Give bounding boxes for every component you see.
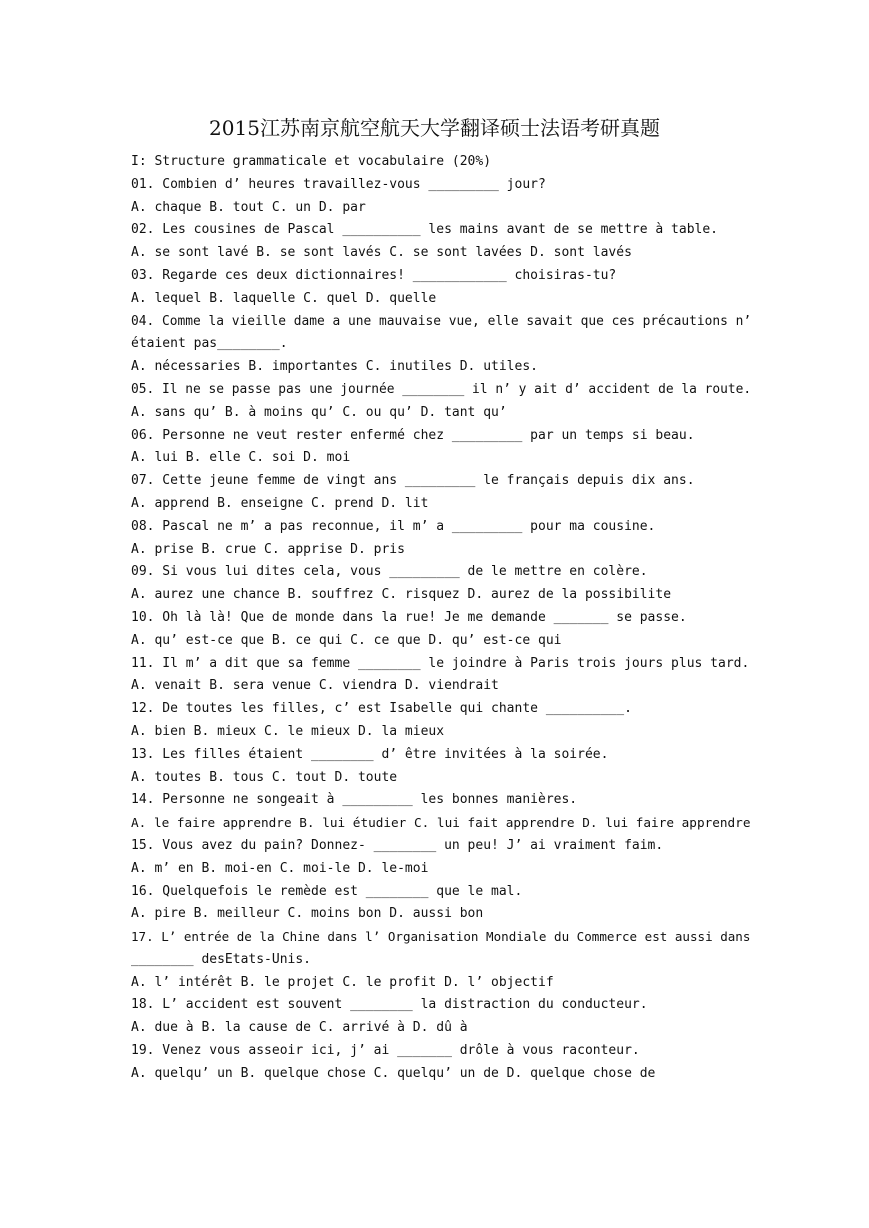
question-text: 12. De toutes les filles, c’ est Isabelle qui chante __________. [131, 701, 632, 717]
question-options: A. se sont lavé B. se sont lavés C. se sont lavées D. sont lavés [131, 245, 632, 261]
question-options: A. le faire apprendre B. lui étudier C. lui fait apprendre D. lui faire apprendre [131, 815, 751, 831]
question-text: 19. Venez vous asseoir ici, j’ ai _______ drôle à vous raconteur. [131, 1043, 640, 1059]
question-text: 05. Il ne se passe pas une journée ________ il n’ y ait d’ accident de la route. [131, 381, 752, 397]
question-text: 16. Quelquefois le remède est ________ que le mal. [131, 883, 523, 899]
question-text: 10. Oh là là! Que de monde dans la rue! Je me demande _______ se passe. [131, 609, 687, 625]
question-options: A. aurez une chance B. souffrez C. risquez D. aurez de la possibilite [131, 587, 672, 603]
question-options: A. quelqu’ un B. quelque chose C. quelqu’ un de D. quelque chose de [131, 1065, 656, 1081]
question-options: A. qu’ est-ce que B. ce qui C. ce que D. qu’ est-ce qui [131, 632, 562, 648]
question-options: A. chaque B. tout C. un D. par [131, 199, 366, 215]
question-text: 15. Vous avez du pain? Donnez- ________ un peu! J’ ai vraiment faim. [131, 837, 664, 853]
question-options: A. l’ intérêt B. le projet C. le profit D. l’ objectif [131, 974, 554, 990]
question-options: A. m’ en B. moi-en C. moi-le D. le-moi [131, 860, 429, 876]
question-text: 17. L’ entrée de la Chine dans l’ Organisation Mondiale du Commerce est aussi dans [131, 929, 751, 945]
question-options: A. bien B. mieux C. le mieux D. la mieux [131, 723, 445, 739]
question-options: A. lui B. elle C. soi D. moi [131, 450, 351, 466]
question-options: A. toutes B. tous C. tout D. toute [131, 769, 398, 785]
question-text-continued: étaient pas________. [131, 336, 288, 352]
question-text: 02. Les cousines de Pascal __________ les mains avant de se mettre à table. [131, 222, 718, 238]
question-text: 09. Si vous lui dites cela, vous _________ de le mettre en colère. [131, 564, 648, 580]
question-text: 01. Combien d’ heures travaillez-vous _________ jour? [131, 176, 546, 192]
section-heading: I: Structure grammaticale et vocabulaire (20%) [131, 154, 492, 169]
question-text: 07. Cette jeune femme de vingt ans _________ le français depuis dix ans. [131, 473, 695, 489]
question-text: 03. Regarde ces deux dictionnaires! ____________ choisiras-tu? [131, 267, 617, 283]
question-list [131, 151, 751, 1086]
question-options: A. pire B. meilleur C. moins bon D. aussi bon [131, 906, 484, 922]
question-options: A. sans qu’ B. à moins qu’ C. ou qu’ D. tant qu’ [131, 404, 507, 420]
question-options: A. lequel B. laquelle C. quel D. quelle [131, 290, 437, 306]
question-options: A. nécessaries B. importantes C. inutiles D. utiles. [131, 359, 538, 375]
question-options: A. apprend B. enseigne C. prend D. lit [131, 495, 429, 511]
question-text: 11. Il m’ a dit que sa femme ________ le joindre à Paris trois jours plus tard. [131, 655, 750, 671]
question-text: 14. Personne ne songeait à _________ les bonnes manières. [131, 792, 578, 808]
page-title: 2015江苏南京航空航天大学翻译硕士法语考研真题 [209, 116, 660, 140]
question-text: 18. L’ accident est souvent ________ la distraction du conducteur. [131, 997, 648, 1013]
question-text-continued: ________ desEtats-Unis. [131, 951, 312, 967]
question-options: A. prise B. crue C. apprise D. pris [131, 541, 405, 557]
question-text: 04. Comme la vieille dame a une mauvaise vue, elle savait que ces précautions n’ [131, 313, 752, 329]
question-text: 13. Les filles étaient ________ d’ être invitées à la soirée. [131, 746, 609, 762]
question-text: 08. Pascal ne m’ a pas reconnue, il m’ a _________ pour ma cousine. [131, 518, 656, 534]
question-options: A. due à B. la cause de C. arrivé à D. dû à [131, 1020, 468, 1036]
question-text: 06. Personne ne veut rester enfermé chez _________ par un temps si beau. [131, 427, 695, 443]
question-options: A. venait B. sera venue C. viendra D. viendrait [131, 678, 499, 694]
